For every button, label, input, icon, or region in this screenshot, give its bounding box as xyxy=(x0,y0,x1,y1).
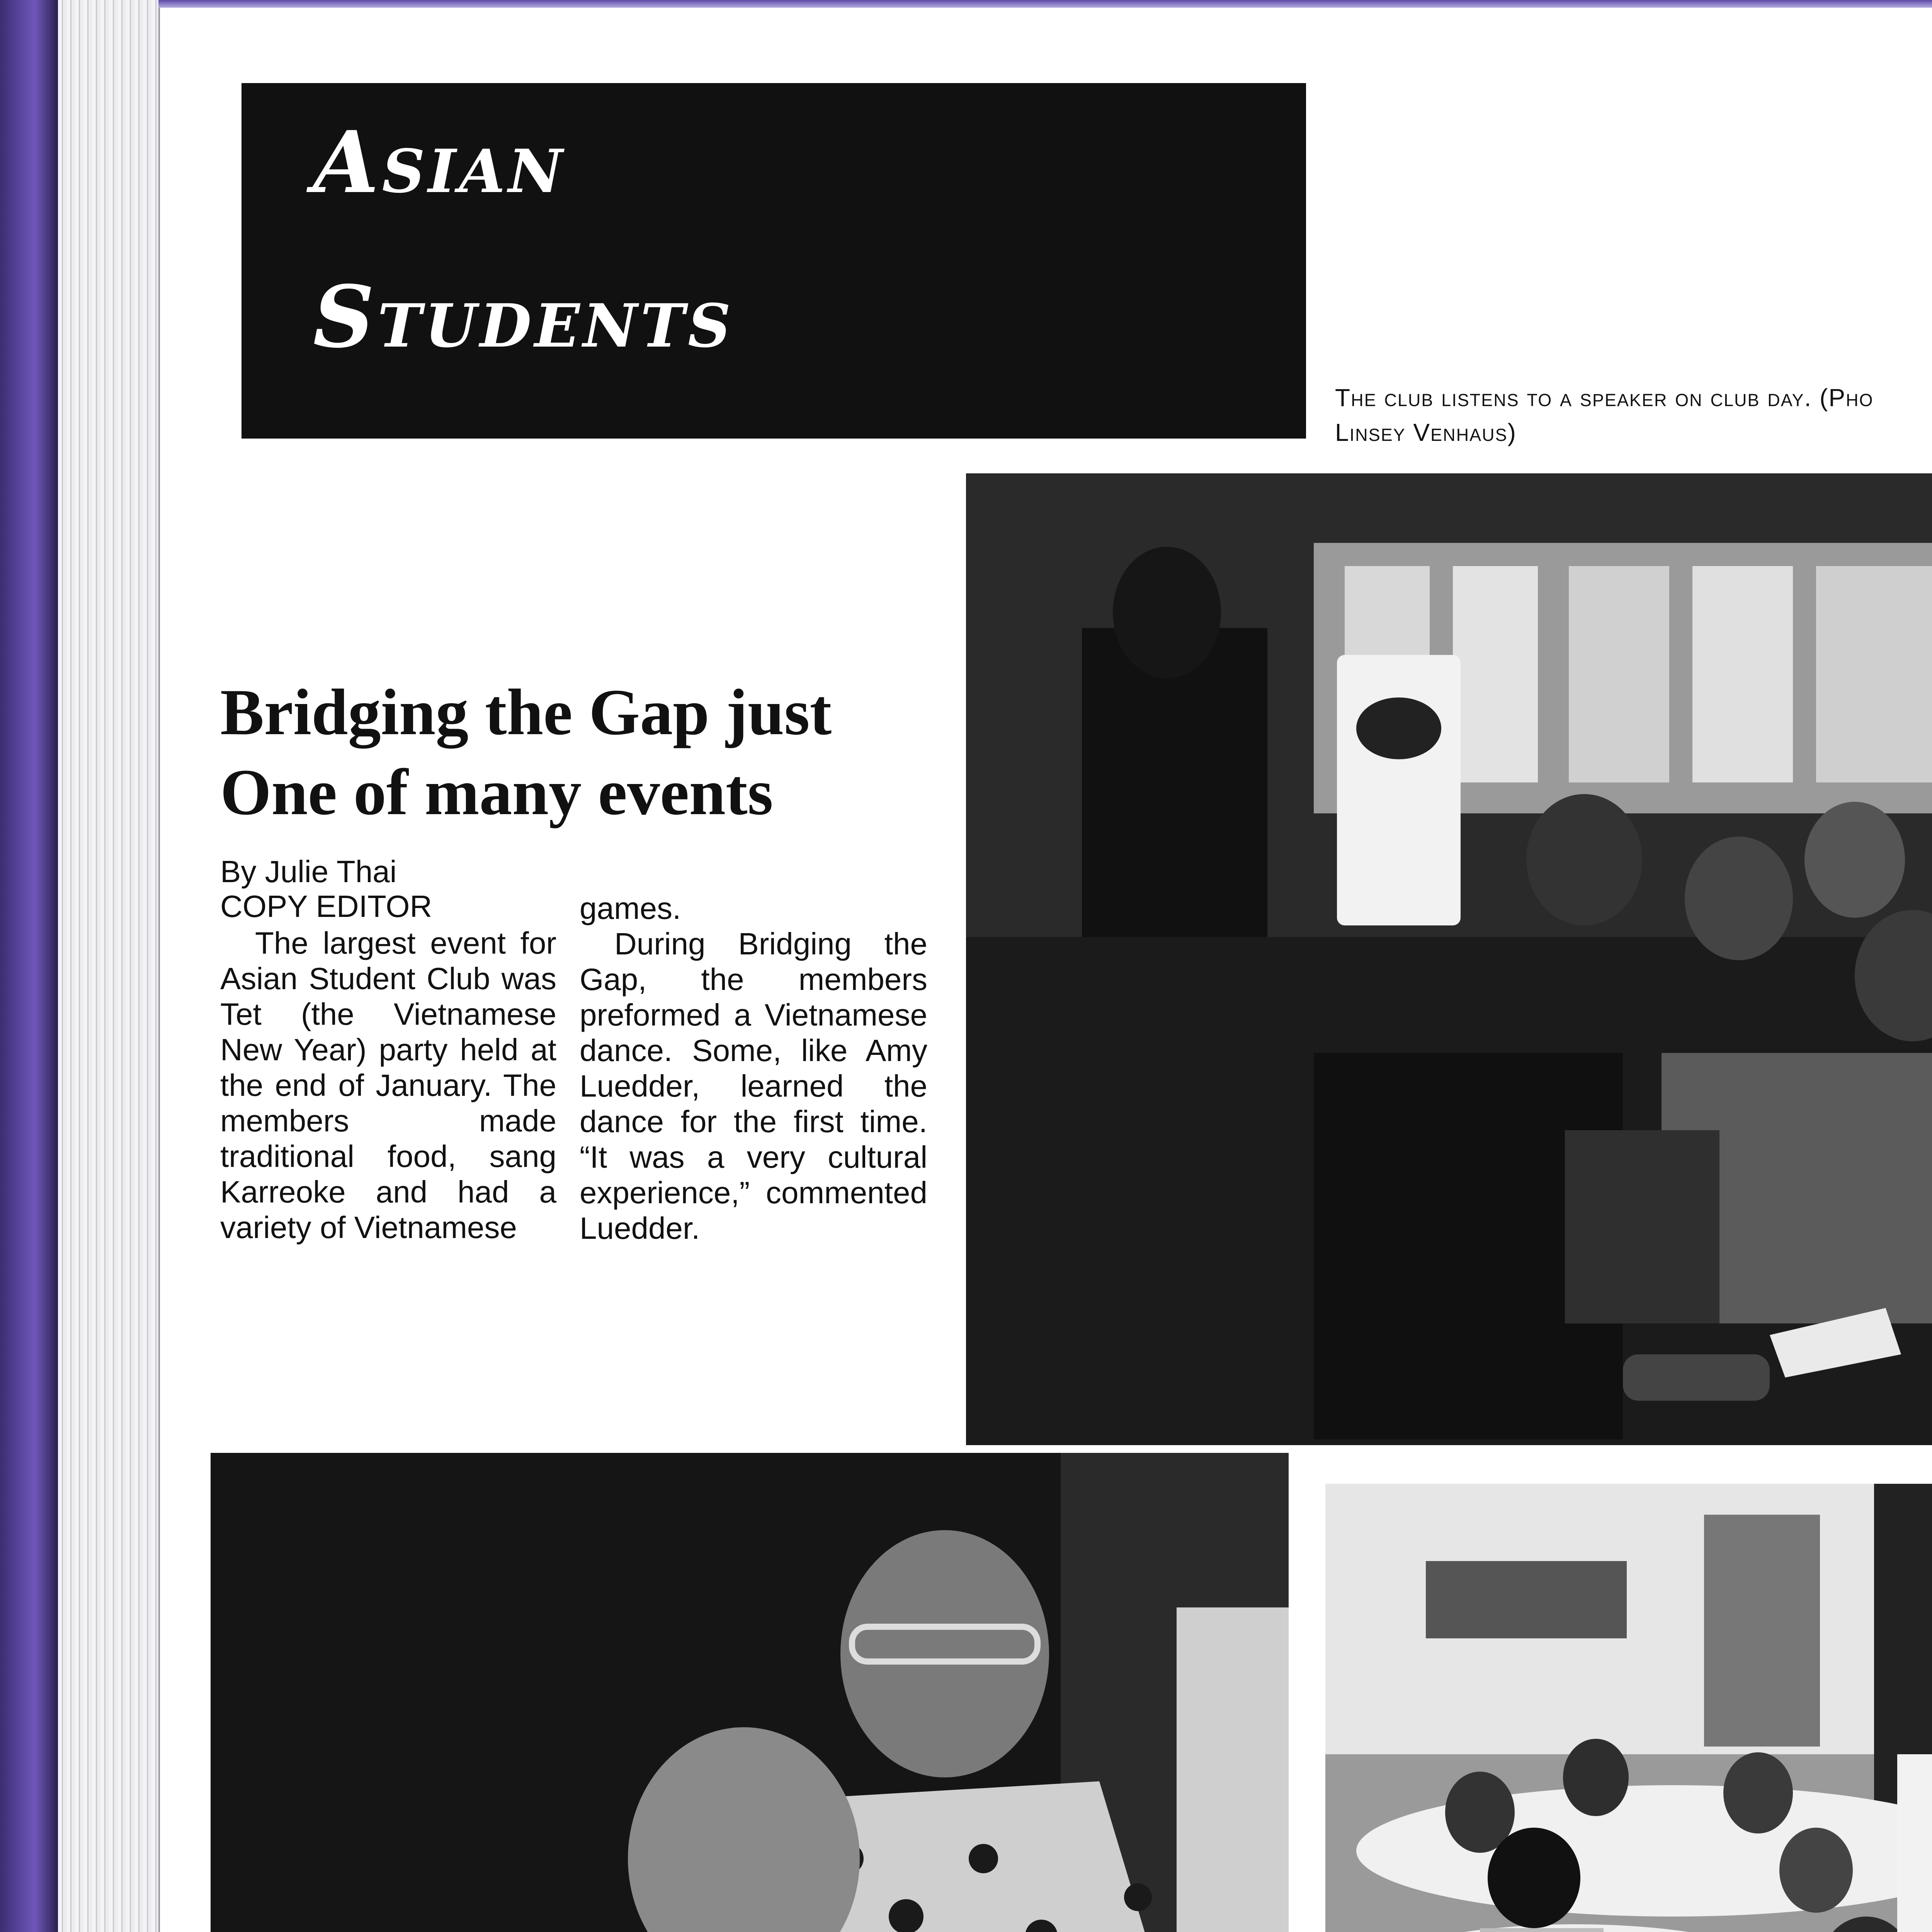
article-column-1 xyxy=(220,925,556,1245)
section-title-line2: Students xyxy=(313,267,734,367)
article-column-2-text: During Bridging the Gap, the members preformed a Vietnamese dance. Some, like Amy Luedder, learned the dance for the first time. “It was a very cultural experience,” commented Luedder. xyxy=(580,927,927,1245)
top-edge xyxy=(158,0,1932,8)
article-column-1-text: The largest event for Asian Student Club was Tet (the Vietnamese New Year) party held at the end of January. The members made traditional food, sang Karreoke and had a variety of Vietnamese xyxy=(220,926,556,1245)
article-headline: Bridging the Gap just One of many events xyxy=(220,676,832,829)
section-title-line1: Asian xyxy=(313,112,566,212)
book-binding xyxy=(0,0,58,1932)
photo-top-caption-line2: Linsey Venhaus) xyxy=(1335,418,1517,446)
photo-top-caption xyxy=(1335,381,1932,450)
club-meeting-photo xyxy=(966,473,1932,1445)
byline: By Julie Thai xyxy=(220,854,397,889)
page-edges xyxy=(58,0,160,1932)
article-column-2 xyxy=(580,891,927,1246)
staff-title: COPY EDITOR xyxy=(220,889,432,923)
photo-top-caption-line1: The club listens to a speaker on club day. (Pho xyxy=(1335,384,1874,412)
two-students-photo xyxy=(211,1453,1289,1932)
club-activity-photo xyxy=(1325,1484,1932,1932)
article-column-2-continuation: games. xyxy=(580,891,681,925)
